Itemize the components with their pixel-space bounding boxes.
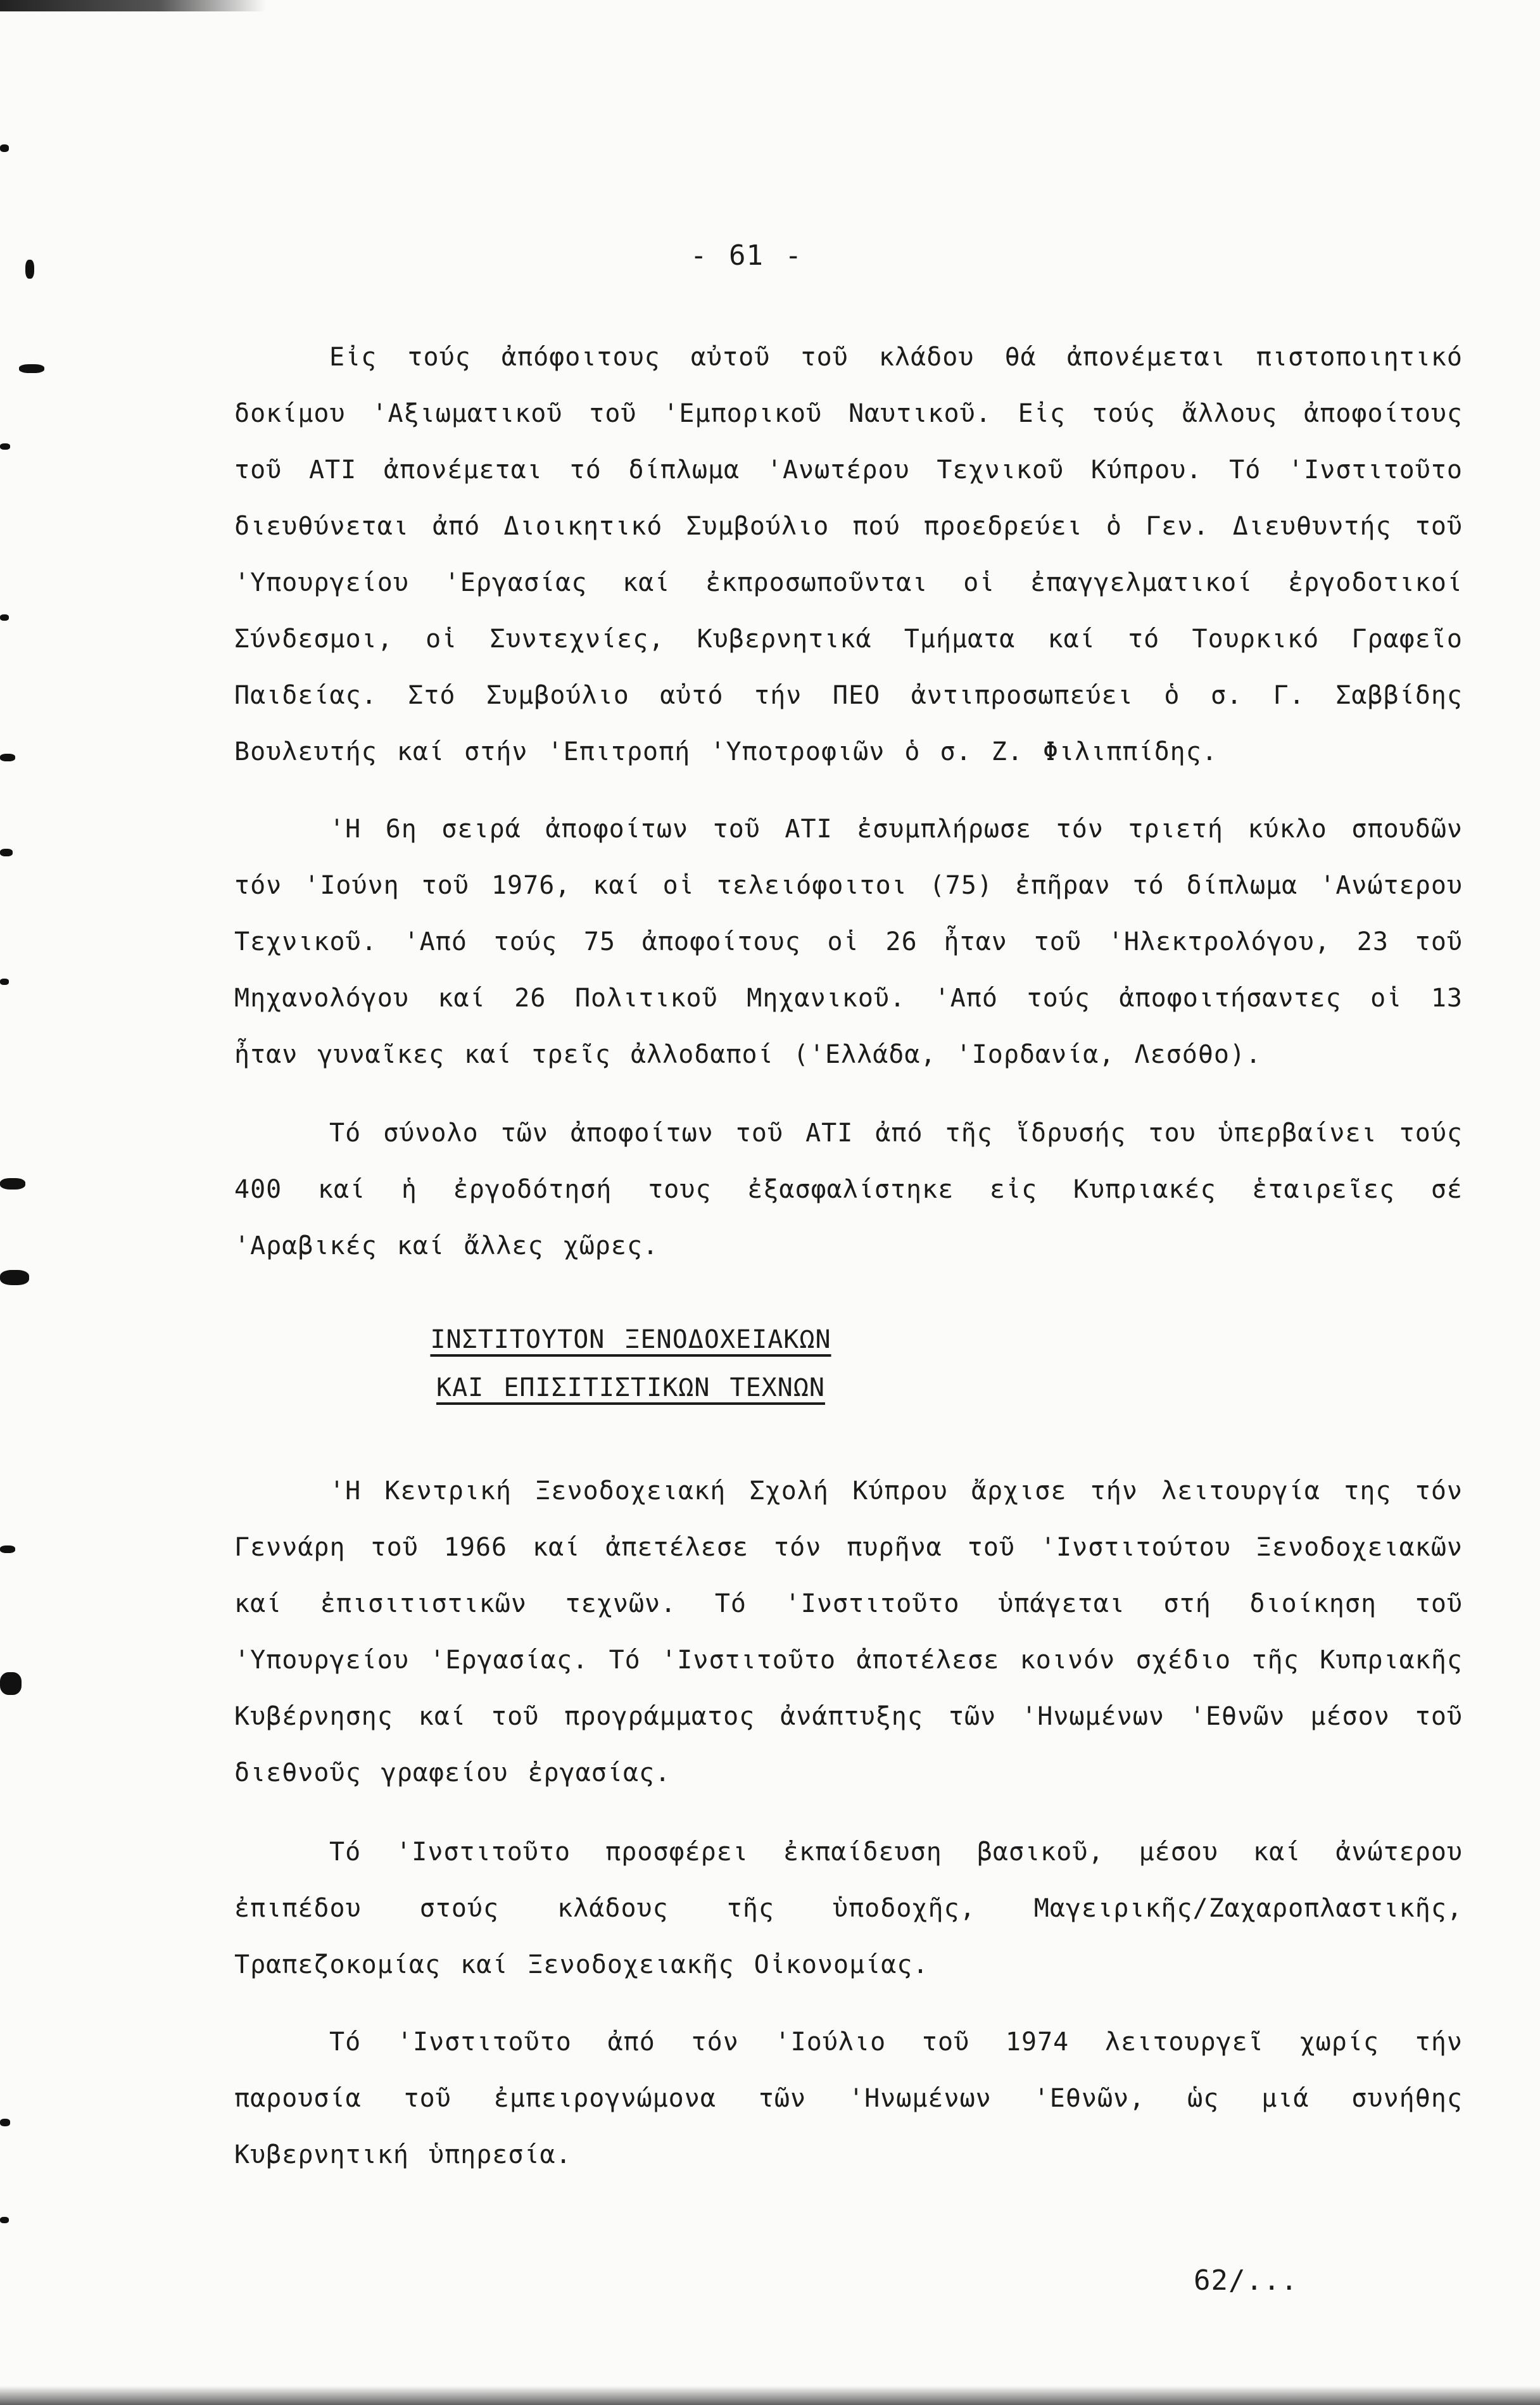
paragraph: Τό 'Ινστιτοῦτο προσφέρει ἐκπαίδευση βασικοῦ, μέσου καί ἀνώτερου ἐπιπέδου στούς κλάδους τῆς ὑποδοχῆς, Μαγειρικῆς/Ζαχαροπλαστικῆς, Τραπεζοκομίας καί Ξενοδοχειακῆς Οἰκονομίας.: [234, 1837, 1463, 1979]
paragraph: Τό 'Ινστιτοῦτο ἀπό τόν 'Ιούλιο τοῦ 1974 λειτουργεῖ χωρίς τήν παρουσία τοῦ ἐμπειρογνώμονα τῶν 'Ηνωμένων 'Εθνῶν, ὡς μιά συνήθης Κυβερνητική ὑπηρεσία.: [234, 2027, 1463, 2169]
scan-speck: [0, 754, 15, 761]
paragraph: Εἰς τούς ἀπόφοιτους αὐτοῦ τοῦ κλάδου θά ἀπονέμεται πιστοποιητικό δοκίμου 'Αξιωματικοῦ τοῦ 'Εμπορικοῦ Ναυτικοῦ. Εἰς τούς ἄλλους ἀποφοίτους τοῦ ΑΤΙ ἀπονέμεται τό δίπλωμα 'Ανωτέρου Τεχνικοῦ Κύπρου. Τό 'Ινστιτοῦτο διευθύνεται ἀπό Διοικητικό Συμβούλιο πού προεδρεύει ὁ Γεν. Διευθυντής τοῦ 'Υπουργείου 'Εργασίας καί ἐκπροσωποῦνται οἱ ἐπαγγελματικοί ἐργοδοτικοί Σύνδεσμοι, οἱ Συντεχνίες, Κυβερνητικά Τμήματα καί τό Τουρκικό Γραφεῖο Παιδείας. Στό Συμβούλιο αὐτό τήν ΠΕΟ ἀντιπροσωπεύει ὁ σ. Γ. Σαββίδης Βουλευτής καί στήν 'Επιτροπή 'Υποτροφιῶν ὁ σ. Ζ. Φιλιππίδης.: [234, 343, 1463, 766]
scan-speck: [0, 1270, 29, 1285]
continuation-marker: 62/...: [1194, 2264, 1298, 2297]
scan-speck: [0, 443, 10, 450]
scan-speck: [19, 364, 44, 373]
section-heading: ΚΑΙ ΕΠΙΣΙΤΙΣΤΙΚΩΝ ΤΕΧΝΩΝ: [436, 1373, 825, 1402]
scan-speck: [0, 614, 9, 621]
scan-speck: [0, 2119, 10, 2126]
paragraph: 'Η Κεντρική Ξενοδοχειακή Σχολή Κύπρου ἄρχισε τήν λειτουργία της τόν Γεννάρη τοῦ 1966 καί ἀπετέλεσε τόν πυρῆνα τοῦ 'Ινστιτούτου Ξενοδοχειακῶν καί ἐπισιτιστικῶν τεχνῶν. Τό 'Ινστιτοῦτο ὑπάγεται στή διοίκηση τοῦ 'Υπουργείου 'Εργασίας. Τό 'Ινστιτοῦτο ἀποτέλεσε κοινόν σχέδιο τῆς Κυπριακῆς Κυβέρνησης καί τοῦ προγράμματος ἀνάπτυξης τῶν 'Ηνωμένων 'Εθνῶν μέσον τοῦ διεθνοῦς γραφείου ἐργασίας.: [234, 1476, 1463, 1787]
page-number: - 61 -: [690, 239, 802, 272]
scan-edge-shadow-bottom: [0, 2386, 1540, 2405]
scan-speck: [0, 1545, 15, 1553]
paragraph: Τό σύνολο τῶν ἀποφοίτων τοῦ ΑΤΙ ἀπό τῆς ἵδρυσής του ὑπερβαίνει τούς 400 καί ἡ ἐργοδότησή τους ἐξασφαλίστηκε εἰς Κυπριακές ἑταιρεῖες σέ 'Αραβικές καί ἄλλες χῶρες.: [234, 1119, 1463, 1260]
paragraph: 'Η 6η σειρά ἀποφοίτων τοῦ ΑΤΙ ἐσυμπλήρωσε τόν τριετή κύκλο σπουδῶν τόν 'Ιούνη τοῦ 1976, καί οἱ τελειόφοιτοι (75) ἐπῆραν τό δίπλωμα 'Ανώτερου Τεχνικοῦ. 'Από τούς 75 ἀποφοίτους οἱ 26 ἦταν τοῦ 'Ηλεκτρολόγου, 23 τοῦ Μηχανολόγου καί 26 Πολιτικοῦ Μηχανικοῦ. 'Από τούς ἀποφοιτήσαντες οἱ 13 ἦταν γυναῖκες καί τρεῖς ἀλλοδαποί ('Ελλάδα, 'Ιορδανία, Λεσόθο).: [234, 815, 1463, 1069]
scan-speck: [0, 979, 9, 985]
scan-edge-shadow-top: [0, 0, 266, 11]
scan-speck: [0, 2217, 9, 2223]
section-heading: ΙΝΣΤΙΤΟΥΤΟΝ ΞΕΝΟΔΟΧΕΙΑΚΩΝ: [430, 1325, 831, 1354]
scan-speck: [0, 144, 9, 152]
scan-speck: [0, 1178, 25, 1190]
scan-speck: [25, 260, 34, 279]
scan-speck: [0, 1672, 22, 1695]
scan-speck: [0, 849, 13, 856]
